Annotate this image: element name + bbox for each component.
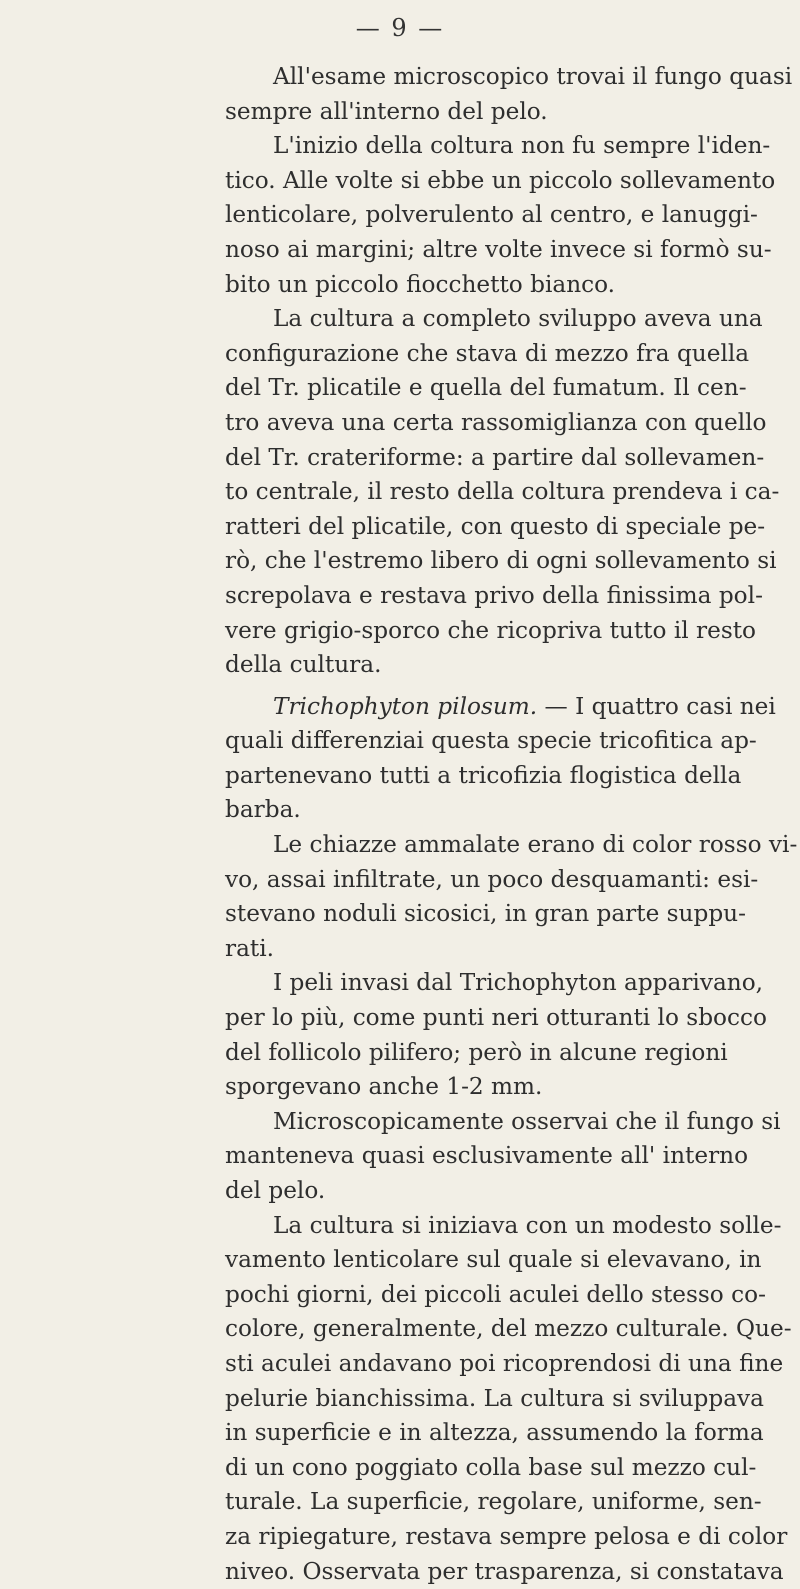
text-line: screpolava e restava privo della finissima pol- xyxy=(225,581,763,609)
text-line: I peli invasi dal Trichophyton apparivano, xyxy=(273,969,764,997)
paragraph xyxy=(225,966,770,1104)
text-line: di un cono poggiato colla base sul mezzo cul- xyxy=(225,1453,757,1481)
text-line: L'inizio della coltura non fu sempre l'iden- xyxy=(273,132,771,160)
text-line: rò, che l'estremo libero di ogni sollevamento si xyxy=(225,547,777,575)
text-line: del pelo. xyxy=(225,1177,326,1204)
text-line: stevano noduli sicosici, in gran parte suppu- xyxy=(225,900,746,928)
text-line: configurazione che stava di mezzo fra quella xyxy=(225,339,750,367)
text-line: barba. xyxy=(225,796,301,824)
paragraph xyxy=(225,60,793,129)
text-line: All'esame microscopico trovai il fungo quasi xyxy=(273,63,793,90)
text-line xyxy=(225,690,776,725)
text-line: bito un piccolo fiocchetto bianco. xyxy=(225,270,616,298)
text-line: della cultura. xyxy=(225,651,382,679)
paragraph xyxy=(225,828,798,966)
paragraph xyxy=(225,302,780,683)
text-line: noso ai margini; altre volte invece si formò su- xyxy=(225,235,772,263)
text-line: rati. xyxy=(225,934,275,962)
text-line: quali differenziai questa specie tricofitica ap- xyxy=(225,727,757,755)
paragraph xyxy=(225,129,776,302)
text-line: del Tr. plicatile e quella del fumatum. Il cen- xyxy=(225,374,747,402)
text-line: niveo. Osservata per trasparenza, si constatava xyxy=(225,1557,784,1585)
text-line: vo, assai infiltrate, un poco desquamanti: esi- xyxy=(225,865,759,893)
text-line: La cultura a completo sviluppo aveva una xyxy=(273,305,763,333)
text-line: Le chiazze ammalate erano di color rosso vi- xyxy=(273,831,798,859)
paragraph xyxy=(225,1105,781,1209)
page-number: — 9 — xyxy=(355,14,445,42)
paragraph xyxy=(225,690,776,828)
text-line: colore, generalmente, del mezzo culturale. Que- xyxy=(225,1315,792,1343)
text-line: Microscopicamente osservai che il fungo si xyxy=(273,1107,781,1135)
text-line: del follicolo pilifero; però in alcune regioni xyxy=(225,1038,728,1066)
species-lead-text: — I quattro casi nei xyxy=(537,692,776,720)
text-line: La cultura si iniziava con un modesto solle- xyxy=(273,1211,782,1239)
text-line: vamento lenticolare sul quale si elevavano, in xyxy=(225,1246,762,1274)
text-line: per lo più, come punti neri otturanti lo sbocco xyxy=(225,1004,767,1032)
text-line: sempre all'interno del pelo. xyxy=(225,97,548,125)
text-line: manteneva quasi esclusivamente all' interno xyxy=(225,1142,749,1170)
species-name: Trichophyton pilosum. xyxy=(273,692,538,720)
text-line: sti aculei andavano poi ricoprendosi di una fine xyxy=(225,1349,784,1377)
text-line: za ripiegature, restava sempre pelosa e di color xyxy=(225,1522,788,1550)
text-line: del Tr. crateriforme: a partire dal sollevamen- xyxy=(225,443,765,471)
text-line: tico. Alle volte si ebbe un piccolo sollevamento xyxy=(225,166,776,194)
text-line: in superficie e in altezza, assumendo la forma xyxy=(225,1419,764,1447)
body-text xyxy=(225,60,798,1589)
text-line: turale. La superficie, regolare, uniforme, sen- xyxy=(225,1488,762,1516)
text-line: lenticolare, polverulento al centro, e lanuggi- xyxy=(225,201,758,229)
paragraph xyxy=(225,1209,792,1589)
text-line: vere grigio-sporco che ricopriva tutto il resto xyxy=(225,616,757,644)
text-line: sporgevano anche 1-2 mm. xyxy=(225,1073,543,1101)
text-line: tro aveva una certa rassomiglianza con quello xyxy=(225,408,767,436)
text-line: partenevano tutti a tricofizia flogistica della xyxy=(225,761,742,789)
text-line: to centrale, il resto della coltura prendeva i ca- xyxy=(225,478,780,506)
text-line: pelurie bianchissima. La cultura si sviluppava xyxy=(225,1384,764,1412)
text-line: pochi giorni, dei piccoli aculei dello stesso co- xyxy=(225,1280,766,1308)
text-line: ratteri del plicatile, con questo di speciale pe- xyxy=(225,512,766,540)
